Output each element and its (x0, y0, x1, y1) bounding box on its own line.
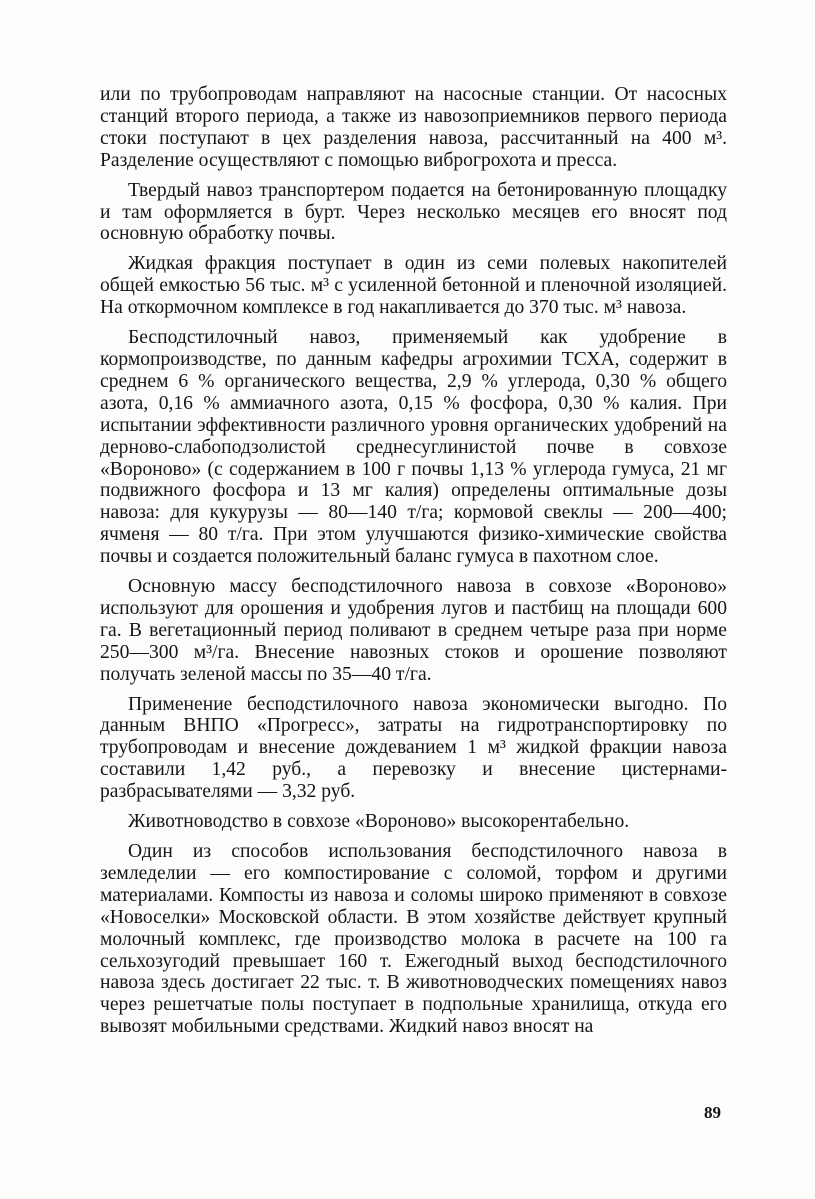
paragraph-1: или по трубопроводам направляют на насосные станции. От насосных станций второго периода, а также из навозоприемников первого периода стоки поступают в цех разделения навоза, рассчитанный на 400 м³. Разделение осуществляют с помощью виброгрохота и пресса. (100, 84, 727, 171)
body-text (100, 84, 727, 1046)
paragraph-5: Основную массу бесподстилочного навоза в совхозе «Вороново» используют для орошения и удобрения лугов и пастбищ на площади 600 га. В вегетационный период поливают в среднем четыре раза при норме 250—300 м³/га. Внесение навозных стоков и орошение позволяют получать зеленой массы по 35—40 т/га. (100, 576, 727, 685)
paragraph-2: Твердый навоз транспортером подается на бетонированную площадку и там оформляется в бурт. Через несколько месяцев его вносят под основную обработку почвы. (100, 179, 727, 245)
page-number: 89 (704, 1103, 721, 1122)
paragraph-7: Животноводство в совхозе «Вороново» высокорентабельно. (128, 811, 630, 833)
paragraph-6: Применение бесподстилочного навоза экономически выгодно. По данным ВНПО «Прогресс», затраты на гидротранспортировку по трубопроводам и внесение дождеванием 1 м³ жидкой фракции навоза составили 1,42 руб., а перевозку и внесение цистернами-разбрасывателями — 3,32 руб. (100, 693, 727, 803)
paragraph-3: Жидкая фракция поступает в один из семи полевых накопителей общей емкостью 56 тыс. м³ с усиленной бетонной и пленочной изоляцией. На откормочном комплексе в год накапливается до 370 тыс. м³ навоза. (100, 253, 727, 319)
paragraph-8: Один из способов использования бесподстилочного навоза в земледелии — его компостирование с соломой, торфом и другими материалами. Компосты из навоза и соломы широко применяют в совхозе «Новоселки» Московской области. В этом хозяйстве действует крупный молочный комплекс, где производство молока в расчете на 100 га сельхозугодий превышает 160 т. Ежегодный выход бесподстилочного навоза здесь достигает 22 тыс. т. В животноводческих помещениях навоз через решетчатые полы поступает в подпольные хранилища, откуда его вывозят мобильными средствами. Жидкий навоз вносят на (100, 841, 727, 1038)
paragraph-4: Бесподстилочный навоз, применяемый как удобрение в кормопроизводстве, по данным кафедры агрохимии ТСХА, содержит в среднем 6 % органического вещества, 2,9 % углерода, 0,30 % общего азота, 0,16 % аммиачного азота, 0,15 % фосфора, 0,30 % калия. При испытании эффективности различного уровня органических удобрений на дерново-слабоподзолистой среднесуглинистой почве в совхозе «Вороново» (с содержанием в 100 г почвы 1,13 % углерода гумуса, 21 мг подвижного фосфора и 13 мг калия) определены оптимальные дозы навоза: для кукурузы — 80—140 т/га; кормовой свеклы — 200—400; ячменя — 80 т/га. При этом улучшаются физико-химические свойства почвы и создается положительный баланс гумуса в пахотном слое. (100, 327, 727, 568)
